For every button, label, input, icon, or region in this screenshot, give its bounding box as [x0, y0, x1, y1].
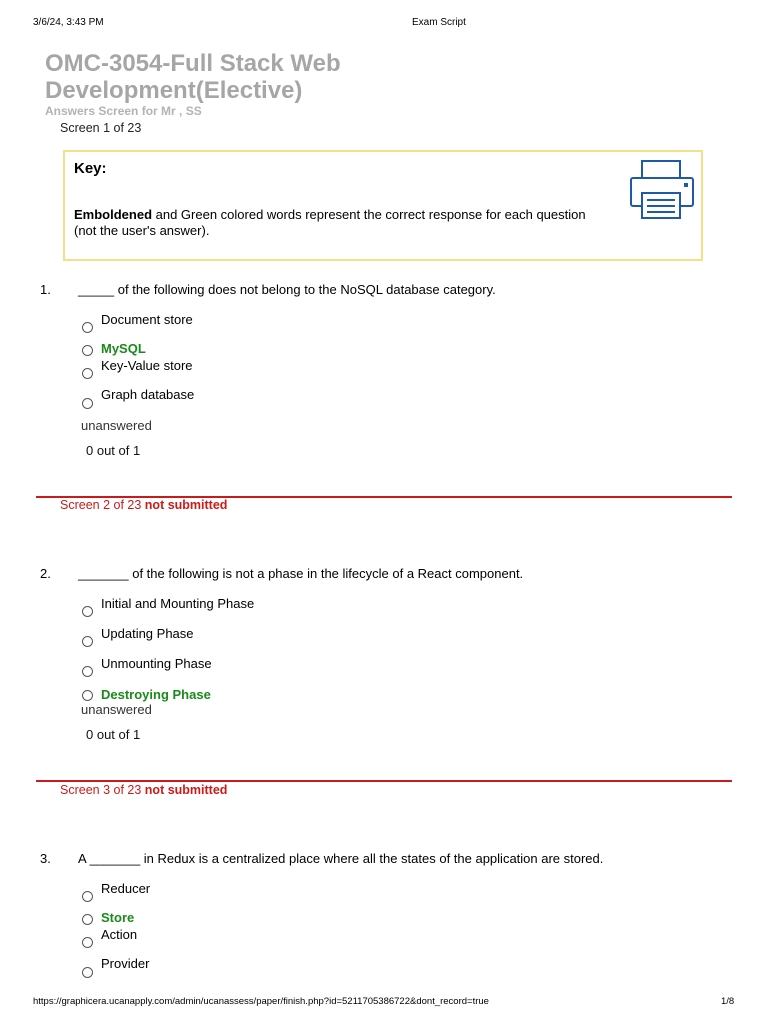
option-radio[interactable] — [82, 891, 93, 902]
answer-status: unanswered — [81, 418, 152, 433]
key-bold-word: Emboldened — [74, 207, 153, 222]
option-label-correct: Destroying Phase — [101, 687, 211, 702]
exam-subtitle: Answers Screen for Mr , SS — [45, 104, 202, 118]
option-label: Document store — [101, 312, 193, 327]
print-page-title: Exam Script — [412, 17, 466, 28]
screen-status-line — [60, 783, 227, 797]
option-label: Updating Phase — [101, 626, 194, 641]
submit-state: not submitted — [144, 783, 228, 797]
option-label: Initial and Mounting Phase — [101, 596, 255, 611]
option-radio[interactable] — [82, 937, 93, 948]
option-radio[interactable] — [82, 322, 93, 333]
print-url: https://graphicera.ucanapply.com/admin/ucanassess/paper/finish.php?id=5211705386722&dont_record=true — [33, 996, 489, 1007]
option-radio[interactable] — [82, 636, 93, 647]
option-label: Graph database — [101, 387, 195, 402]
option-radio[interactable] — [82, 967, 93, 978]
question-number: 1. — [40, 282, 51, 297]
key-text: and Green colored words represent the correct response for each question (not the user's answer). — [74, 207, 586, 238]
key-box — [63, 150, 703, 261]
question-number: 3. — [40, 851, 51, 866]
option-radio[interactable] — [82, 368, 93, 379]
option-label: Unmounting Phase — [101, 656, 212, 671]
option-label: Reducer — [101, 881, 151, 896]
screen-divider — [36, 780, 732, 782]
option-radio[interactable] — [82, 606, 93, 617]
screen-status-line — [60, 498, 227, 512]
key-description — [74, 207, 594, 239]
option-label: Key-Value store — [101, 358, 193, 373]
submit-state: not submitted — [144, 498, 228, 512]
exam-title: OMC-3054-Full Stack Web Development(Elective) — [45, 50, 341, 104]
option-label-correct: MySQL — [101, 341, 146, 356]
answer-status: unanswered — [81, 702, 152, 717]
option-radio[interactable] — [82, 914, 93, 925]
option-radio[interactable] — [82, 345, 93, 356]
key-heading: Key: — [74, 160, 107, 177]
question-score: 0 out of 1 — [86, 443, 141, 458]
option-label: Action — [101, 927, 138, 942]
option-label: Provider — [101, 956, 150, 971]
option-radio[interactable] — [82, 666, 93, 677]
print-page-number: 1/8 — [721, 996, 735, 1007]
option-label-correct: Store — [101, 910, 135, 925]
question-text: _______ of the following is not a phase in the lifecycle of a React component. — [78, 566, 524, 581]
printer-icon[interactable] — [628, 160, 696, 220]
question-number: 2. — [40, 566, 51, 581]
question-text: A _______ in Redux is a centralized place where all the states of the application are stored. — [78, 851, 604, 866]
option-radio[interactable] — [82, 690, 93, 701]
screen-label: Screen 2 of 23 — [60, 498, 142, 512]
question-score: 0 out of 1 — [86, 727, 141, 742]
question-text: _____ of the following does not belong to the NoSQL database category. — [78, 282, 496, 297]
screen-label: Screen 3 of 23 — [60, 783, 142, 797]
option-radio[interactable] — [82, 398, 93, 409]
print-datetime: 3/6/24, 3:43 PM — [33, 17, 104, 28]
screen-label: Screen 1 of 23 — [60, 121, 142, 135]
